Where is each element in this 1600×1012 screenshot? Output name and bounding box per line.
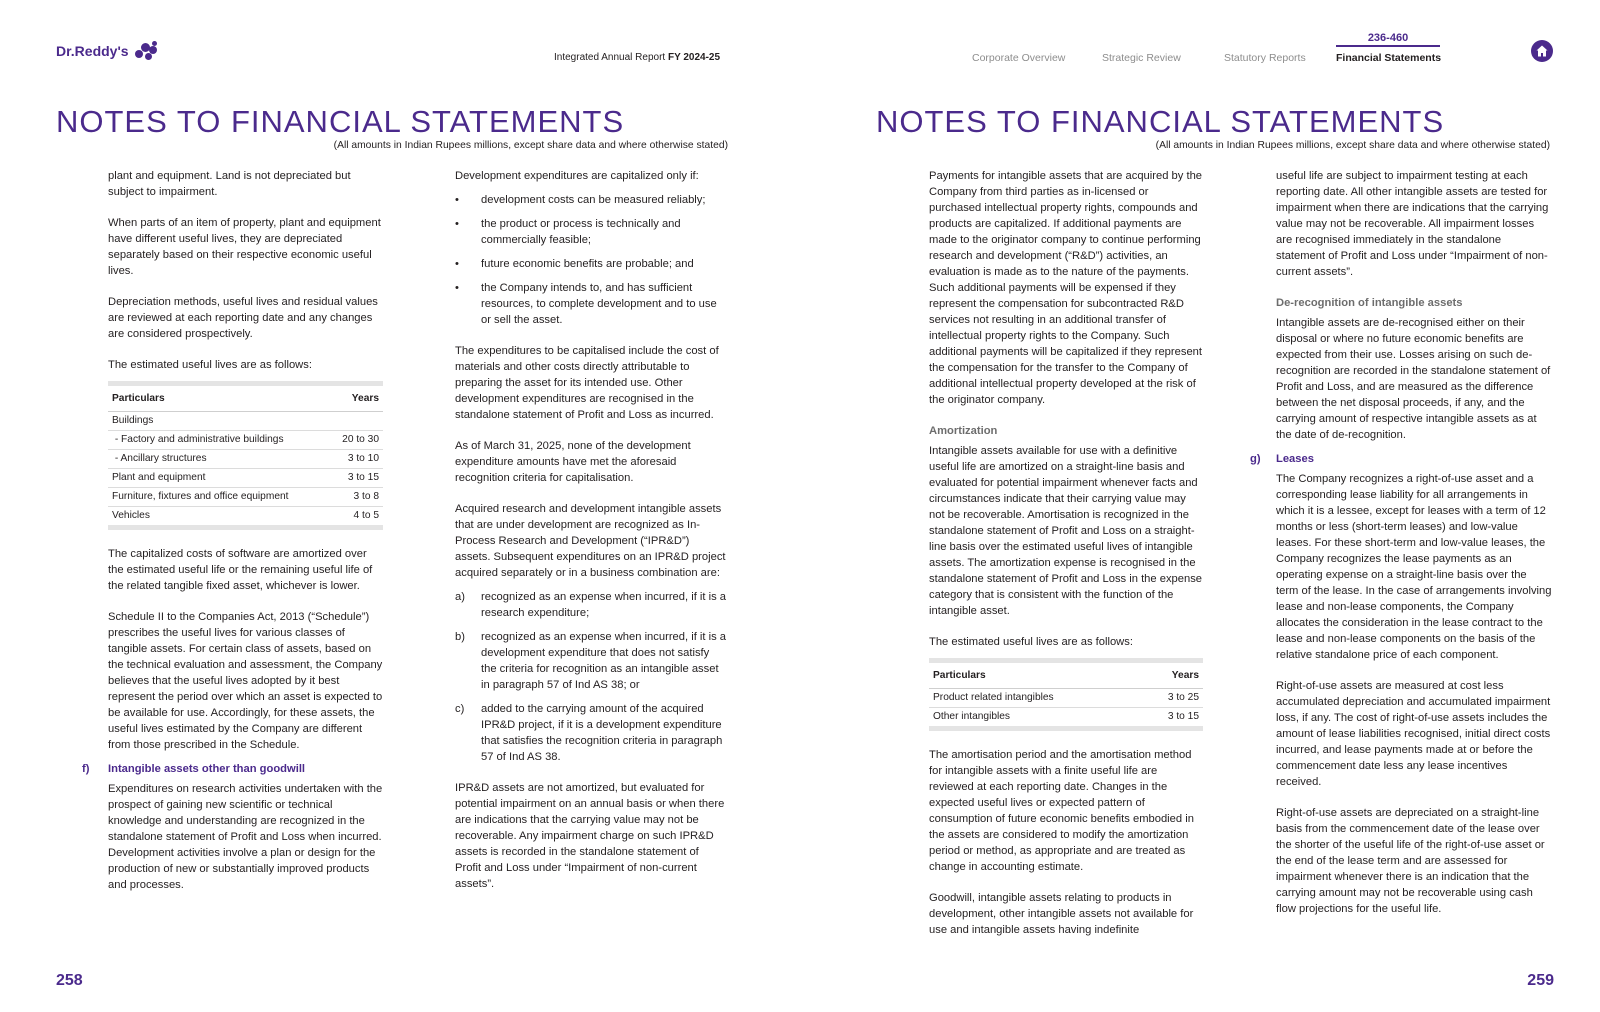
table-cell: Buildings [108, 412, 329, 431]
table-header-particulars: Particulars [929, 661, 1139, 689]
bullet-mark: • [455, 218, 459, 230]
bullet-mark: • [455, 258, 459, 270]
table-cell: Product related intangibles [929, 689, 1139, 708]
bullet-mark: • [455, 194, 459, 206]
nav-financial-statements[interactable]: Financial Statements [1336, 52, 1442, 64]
table-cell: Plant and equipment [108, 469, 329, 488]
list-item-text: development costs can be measured reliably; [481, 194, 706, 206]
home-button[interactable] [1531, 40, 1553, 62]
nav-strategic-review[interactable]: Strategic Review [1102, 52, 1181, 64]
report-title-year: FY 2024-25 [667, 52, 721, 63]
logo-dots-icon [133, 40, 159, 62]
list-item [455, 216, 727, 248]
right-page-column-1 [929, 168, 1203, 953]
paragraph: Payments for intangible assets that are acquired by the Company from third parties as in-licensed or purchased intellectual property rights, compounds and products are capitalized. If additional payments are made to the originator company to continue performing research and development (“R&D”) activities, an evaluation is made as to the nature of the payments. Such additional payments will be expensed if they represent the compensation for subcontracted R&D services not resulting in an additional transfer of intellectual property rights to the Company. Such additional payments will be capitalized if they represent the compensation for the transfer to the Company of additional intellectual property developed at the risk of the originator company. [929, 170, 1203, 406]
paragraph: Schedule II to the Companies Act, 2013 (“Schedule”) prescribes the useful lives for various classes of tangible assets. For certain class of assets, based on the technical evaluation and assessment, the Company believes that the useful lives adopted by it best represent the period over which an asset is expected to be available for use. Accordingly, for these assets, the useful lives estimated by the Company are different from those prescribed in the Schedule. [108, 611, 383, 751]
list-item [455, 256, 727, 272]
report-title [554, 52, 720, 63]
paragraph: Goodwill, intangible assets relating to products in development, other intangible assets not available for use and intangible assets having indefinite [929, 892, 1194, 936]
table-cell: Furniture, fixtures and office equipment [108, 488, 329, 507]
table-row [929, 708, 1203, 729]
list-item [455, 629, 727, 693]
list-item-text: recognized as an expense when incurred, if it is a research expenditure; [481, 591, 727, 619]
page-subtitle-right: (All amounts in Indian Rupees millions, except share data and where otherwise stated) [1155, 140, 1550, 151]
paragraph: The estimated useful lives are as follows: [108, 359, 312, 371]
table-header-years: Years [1139, 661, 1203, 689]
table-row [108, 431, 383, 450]
paragraph: Right-of-use assets are depreciated on a straight-line basis from the commencement date of the lease over the shorter of the useful life of the right-of-use asset or the end of the lease term and are assessed for impairment whenever there is an indication that the carrying amount may not be recoverable using cash flow projections for the useful life. [1276, 807, 1545, 915]
logo-text: Dr.Reddy's [56, 43, 129, 59]
list-mark: b) [455, 631, 465, 643]
subsection-heading: De-recognition of intangible assets [1276, 297, 1463, 309]
paragraph: Development expenditures are capitalized only if: [455, 170, 699, 182]
table-cell: 3 to 8 [329, 488, 383, 507]
paragraph: plant and equipment. Land is not depreciated but subject to impairment. [108, 170, 351, 198]
table-cell: Vehicles [112, 510, 150, 521]
list-item-text: the Company intends to, and has sufficient resources, to complete development and to use or sell the asset. [481, 282, 717, 326]
paragraph: The expenditures to be capitalised include the cost of materials and other costs directly attributable to preparing the asset for its intended use. Other development expenditures are recognised in the standalone statement of Profit and Loss as incurred. [455, 345, 719, 421]
section-heading: Leases [1276, 453, 1314, 465]
table-header-row [108, 384, 383, 412]
table-row [108, 469, 383, 488]
paragraph: The estimated useful lives are as follows: [929, 636, 1133, 648]
bullet-mark: • [455, 282, 459, 294]
page-number-right: 259 [1527, 972, 1554, 989]
table-row [108, 450, 383, 469]
table-cell: - Ancillary structures [108, 450, 329, 469]
section-heading: Intangible assets other than goodwill [108, 763, 306, 775]
paragraph: Right-of-use assets are measured at cost less accumulated depreciation and accumulated impairment loss, if any. The cost of right-of-use assets includes the amount of lease liabilities recognised, initial direct costs incurred, and lease payments made at or before the commencement date less any lease incentives received. [1276, 680, 1551, 788]
paragraph: Intangible assets available for use with a definitive useful life are amortized on a straight-line basis and evaluated for potential impairment whenever facts and circumstances indicate that their carrying value may not be recoverable. Amortisation is recognized in the standalone statement of Profit and Loss on a straight-line basis over the estimated useful lives of intangible assets. The amortization expense is recognised in the standalone statement of Profit and Loss in the expense category that is consistent with the function of the intangible asset. [929, 445, 1203, 617]
list-mark: c) [455, 703, 465, 715]
left-page-column-2 [455, 168, 727, 907]
list-mark: a) [455, 591, 465, 603]
left-page-column-1 [82, 168, 383, 908]
right-page-column-2 [1250, 168, 1552, 932]
table-header-years: Years [329, 384, 383, 412]
table-cell: 20 to 30 [329, 431, 383, 450]
list-item-text: added to the carrying amount of the acquired IPR&D project, if it is a development expenditure that satisfies the recognition criteria in paragraph 57 of Ind AS 38. [481, 703, 723, 763]
list-item-text: future economic benefits are probable; and [481, 258, 694, 270]
list-item-text: the product or process is technically and commercially feasible; [481, 218, 681, 246]
section-g [1250, 451, 1552, 917]
table-cell: 3 to 10 [329, 450, 383, 469]
nav-page-range: 236-460 [1336, 32, 1440, 47]
section-letter: f) [82, 763, 90, 775]
subsection-heading: Amortization [929, 425, 998, 437]
paragraph: useful life are subject to impairment testing at each reporting date. All other intangible assets are tested for impairment when there are indications that the carrying value may not be recoverable. All impairment losses are recognised immediately in the standalone statement of Profit and Loss under “Impairment of non-current assets”. [1276, 170, 1549, 278]
table-cell [329, 412, 383, 431]
section-letter: g) [1250, 453, 1261, 465]
paragraph: IPR&D assets are not amortized, but evaluated for potential impairment on an annual basis or when there are indications that the carrying value may not be recoverable. Any impairment charge on such IPR&D assets is recorded in the standalone statement of Profit and Loss under “Impairment of non-current assets”. [455, 782, 725, 890]
list-item [455, 280, 727, 328]
page-subtitle-left: (All amounts in Indian Rupees millions, except share data and where otherwise stated) [333, 140, 728, 151]
paragraph: Intangible assets are de-recognised either on their disposal or where no future economic benefits are expected from their use. Losses arising on such de-recognition are recorded in the standalone statement of Profit and Loss, and are measured as the difference between the net disposal proceeds, if any, and the carrying amount of respective intangible assets as at the date of de-recognition. [1276, 317, 1551, 441]
page-title-left: NOTES TO FINANCIAL STATEMENTS [56, 104, 625, 139]
table-cell: 3 to 15 [329, 469, 383, 488]
intangibles-useful-lives-table [929, 658, 1203, 731]
section-f [82, 761, 383, 893]
page-title-right: NOTES TO FINANCIAL STATEMENTS [876, 104, 1445, 139]
table-cell: 3 to 25 [1139, 689, 1203, 708]
page-number-left: 258 [56, 972, 83, 989]
table-cell: - Factory and administrative buildings [108, 431, 329, 450]
paragraph: The amortisation period and the amortisation method for intangible assets with a finite useful life are reviewed at each reporting date. Changes in the expected useful lives or expected pattern of consumption of future economic benefits embodied in the assets are considered to modify the amortization period or method, as appropriate and are treated as change in accounting estimate. [929, 749, 1194, 873]
paragraph: The Company recognizes a right-of-use asset and a corresponding lease liability for all arrangements in which it is a lessee, except for leases with a term of 12 months or less (short-term leases) and low-value leases. For these short-term and low-value leases, the Company recognizes the lease payments as an operating expense on a straight-line basis over the term of the lease. In the case of arrangements involving lease and non-lease components, the Company allocates the consideration in the lease contract to the lease and non-lease components on the basis of the relative standalone price of each component. [1276, 473, 1552, 661]
list-item-text: recognized as an expense when incurred, if it is a development expenditure that does not satisfy the criteria for recognition as an intangible asset in paragraph 57 of Ind AS 38; or [481, 631, 727, 691]
table-header-row [929, 661, 1203, 689]
report-title-prefix: Integrated Annual Report [554, 52, 668, 63]
paragraph: As of March 31, 2025, none of the development expenditure amounts have met the aforesaid recognition criteria for capitalisation. [455, 440, 691, 484]
paragraph: When parts of an item of property, plant and equipment have different useful lives, they are depreciated separately based on their respective economic useful lives. [108, 217, 381, 277]
home-icon [1535, 44, 1549, 58]
company-logo[interactable] [56, 40, 159, 62]
paragraph: The capitalized costs of software are amortized over the estimated useful life or the remaining useful life of the related tangible fixed asset, whichever is lower. [108, 548, 373, 592]
list-item [455, 701, 727, 765]
paragraph: Acquired research and development intangible assets that are under development are recognized as In-Process Research and Development (“IPR&D”) assets. Subsequent expenditures on an IPR&D project acquired separately or in a business combination are: [455, 503, 726, 579]
table-header-particulars: Particulars [108, 384, 329, 412]
table-cell: Other intangibles [933, 711, 1011, 722]
table-row [108, 488, 383, 507]
table-row [929, 689, 1203, 708]
list-item [455, 192, 727, 208]
paragraph: Depreciation methods, useful lives and residual values are reviewed at each reporting date and any changes are considered prospectively. [108, 296, 378, 340]
table-row [108, 412, 383, 431]
list-item [455, 589, 727, 621]
nav-corporate-overview[interactable]: Corporate Overview [972, 52, 1066, 64]
table-row [108, 507, 383, 528]
table-cell: 4 to 5 [353, 510, 379, 521]
paragraph: Expenditures on research activities undertaken with the prospect of gaining new scientific or technical knowledge and understanding are recognized in the standalone statement of Profit and Loss when incurred. Development activities involve a plan or design for the production of new or substantially improved products and processes. [108, 783, 383, 891]
nav-statutory-reports[interactable]: Statutory Reports [1224, 52, 1306, 64]
useful-lives-table [108, 381, 383, 530]
table-cell: 3 to 15 [1167, 711, 1199, 722]
